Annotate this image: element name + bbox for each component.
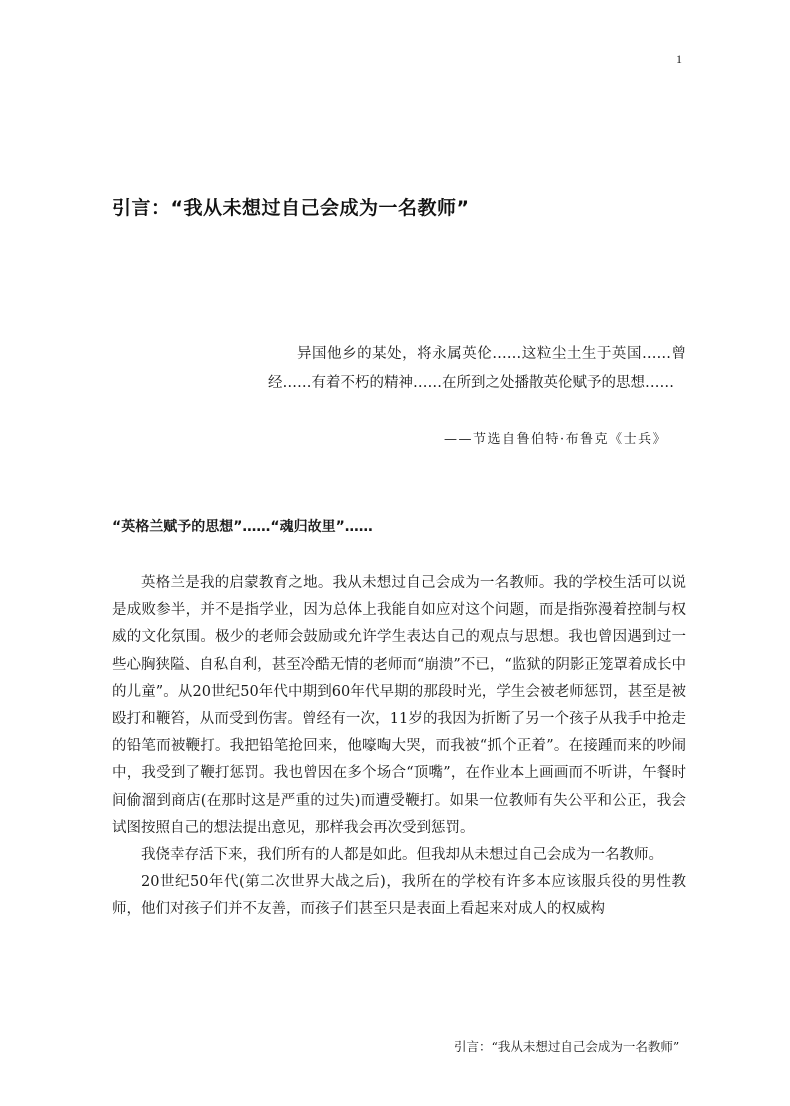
body-paragraph: 20世纪50年代(第二次世界大战之后)，我所在的学校有许多本应该服兵役的男性教师，他们对孩子们并不友善，而孩子们甚至只是表面上看起来对成人的权威构 [112, 874, 686, 918]
body-text [112, 570, 686, 924]
body-paragraph: 我侥幸存活下来，我们所有的人都是如此。但我却从未想过自己会成为一名教师。 [141, 847, 663, 864]
body-paragraph: 英格兰是我的启蒙教育之地。我从未想过自己会成为一名教师。我的学校生活可以说是成败参半，并不是指学业，因为总体上我能自如应对这个问题，而是指弥漫着控制与权威的文化氛围。极少的老师会鼓励或允许学生表达自己的观点与思想。我也曾因遇到过一些心胸狭隘、自私自利，甚至冷酷无情的老师而“崩溃”不已，“监狱的阴影正笼罩着成长中的儿童”。从20世纪50年代中期到60年代早期的那段时光，学生会被老师惩罚，甚至是被殴打和鞭笞，从而受到伤害。曾经有一次，11岁的我因为折断了另一个孩子从我手中抢走的铅笔而被鞭打。我把铅笔抢回来，他嚎啕大哭，而我被“抓个正着”。在接踵而来的吵闹中，我受到了鞭打惩罚。我也曾因在多个场合“顶嘴”，在作业本上画画而不听讲，午餐时间偷溜到商店(在那时这是严重的过失)而遭受鞭打。如果一位教师有失公平和公正，我会试图按照自己的想法提出意见，那样我会再次受到惩罚。 [112, 575, 686, 836]
epigraph [268, 340, 686, 398]
section-heading: “英格兰赋予的思想”……“魂归故里”…… [112, 519, 373, 535]
running-footer: 引言：“我从未想过自己会成为一名教师” [454, 1039, 680, 1054]
epigraph-text: 异国他乡的某处，将永属英伦……这粒尘土生于英国……曾经……有着不朽的精神……在所到之处播散英伦赋予的思想…… [268, 346, 686, 391]
chapter-title: 引言：“我从未想过自己会成为一名教师” [112, 197, 470, 219]
page-number: 1 [676, 52, 682, 66]
epigraph-source: ——节选自鲁伯特·布鲁克《士兵》 [444, 432, 668, 447]
